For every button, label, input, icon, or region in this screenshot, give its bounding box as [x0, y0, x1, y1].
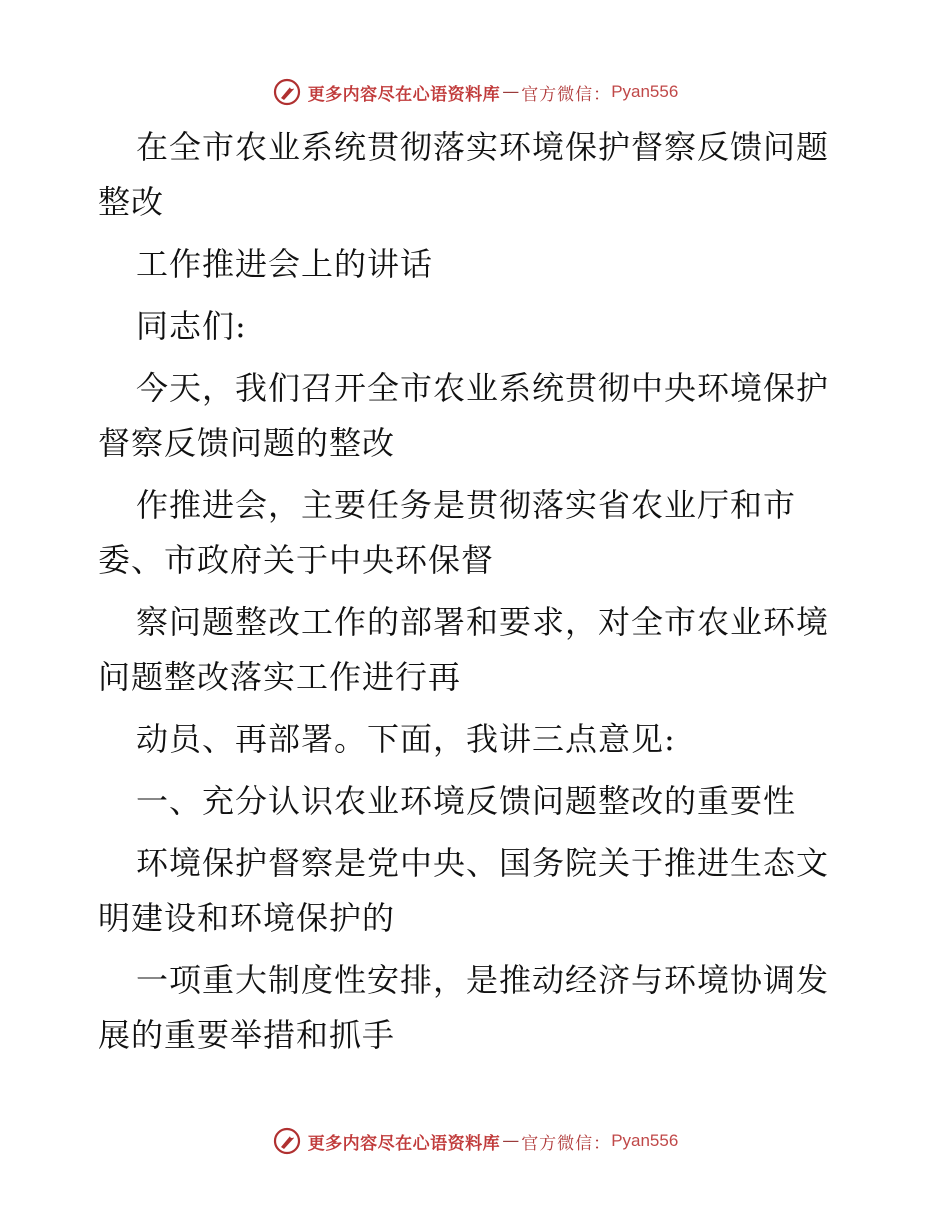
- watermark-contact-label: 官方微信：: [521, 1133, 612, 1154]
- watermark-wechat-id: Pyan556: [611, 1131, 679, 1150]
- paragraph: 察问题整改工作的部署和要求，对全市农业环境问题整改落实工作进行再: [98, 603, 830, 696]
- pen-logo-icon: [272, 1126, 302, 1156]
- paragraph-title-1: 在全市农业系统贯彻落实环境保护督察反馈问题整改: [98, 128, 830, 221]
- watermark-contact-label: 官方微信：: [521, 84, 612, 105]
- pen-logo-icon: [272, 77, 302, 107]
- paragraph: 环境保护督察是党中央、国务院关于推进生态文明建设和环境保护的: [98, 844, 830, 937]
- watermark-prefix: 更多内容尽在心语资料库: [307, 84, 501, 105]
- paragraph: 动员、再部署。下面，我讲三点意见:: [136, 720, 676, 758]
- paragraph-salutation: 同志们:: [136, 307, 247, 345]
- section-heading-1: 一、充分认识农业环境反馈问题整改的重要性: [136, 782, 797, 820]
- watermark-prefix: 更多内容尽在心语资料库: [307, 1133, 501, 1154]
- paragraph-title-2: 工作推进会上的讲话: [136, 245, 434, 283]
- document-body: [98, 120, 858, 1070]
- paragraph: 作推进会，主要任务是贯彻落实省农业厅和市委、市政府关于中央环保督: [98, 486, 797, 579]
- watermark-dash: —: [502, 82, 520, 102]
- watermark-banner-top: [0, 72, 950, 112]
- paragraph: 今天，我们召开全市农业系统贯彻中央环境保护督察反馈问题的整改: [98, 369, 830, 462]
- paragraph: 一项重大制度性安排，是推动经济与环境协调发展的重要举措和抓手: [98, 961, 830, 1054]
- watermark-wechat-id: Pyan556: [611, 82, 679, 101]
- watermark-banner-bottom: [0, 1121, 950, 1161]
- watermark-dash: —: [502, 1131, 520, 1151]
